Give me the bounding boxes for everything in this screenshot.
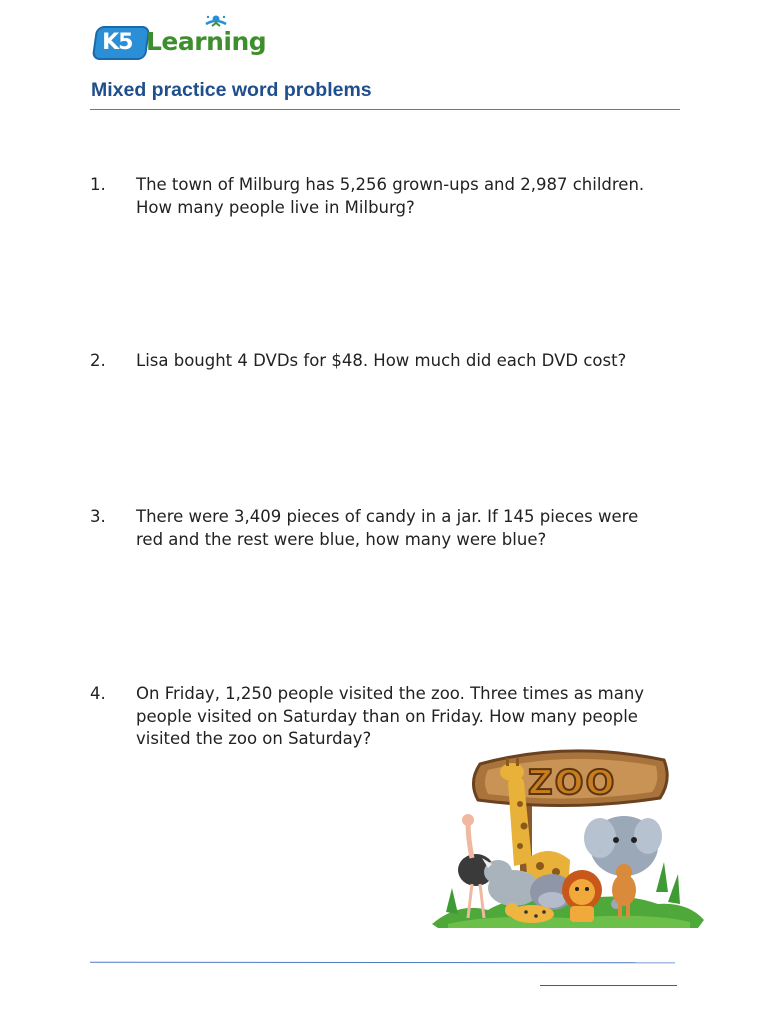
- k5-learning-logo: [94, 14, 267, 60]
- problem-number: 2.: [90, 351, 106, 370]
- problem-number: 1.: [90, 175, 106, 194]
- logo-wordmark: Learning: [146, 27, 267, 56]
- footer-divider: [90, 962, 675, 964]
- problem-text: There were 3,409 pieces of candy in a jar. If 145 pieces were red and the rest were blue, how many were blue?: [136, 507, 639, 549]
- problem-text: The town of Milburg has 5,256 grown-ups and 2,987 children. How many people live in Milburg?: [136, 175, 645, 217]
- zoo-animals-illustration: [428, 742, 706, 932]
- worksheet-title: Mixed practice word problems: [91, 79, 372, 101]
- problem-text: On Friday, 1,250 people visited the zoo. Three times as many people visited on Saturday than on Friday. How many people visited the zoo on Saturday?: [136, 684, 645, 748]
- header-divider: [90, 109, 680, 110]
- k5-badge-text: K5: [102, 30, 133, 55]
- problem-text: Lisa bought 4 DVDs for $48. How much did each DVD cost?: [136, 351, 627, 370]
- person-icon: [202, 14, 230, 34]
- problem-number: 3.: [90, 507, 106, 526]
- footer-link-underline[interactable]: [540, 985, 677, 986]
- k5-badge: [92, 26, 151, 60]
- zoo-sign-text: ZOO: [528, 763, 617, 803]
- problem-number: 4.: [90, 684, 106, 703]
